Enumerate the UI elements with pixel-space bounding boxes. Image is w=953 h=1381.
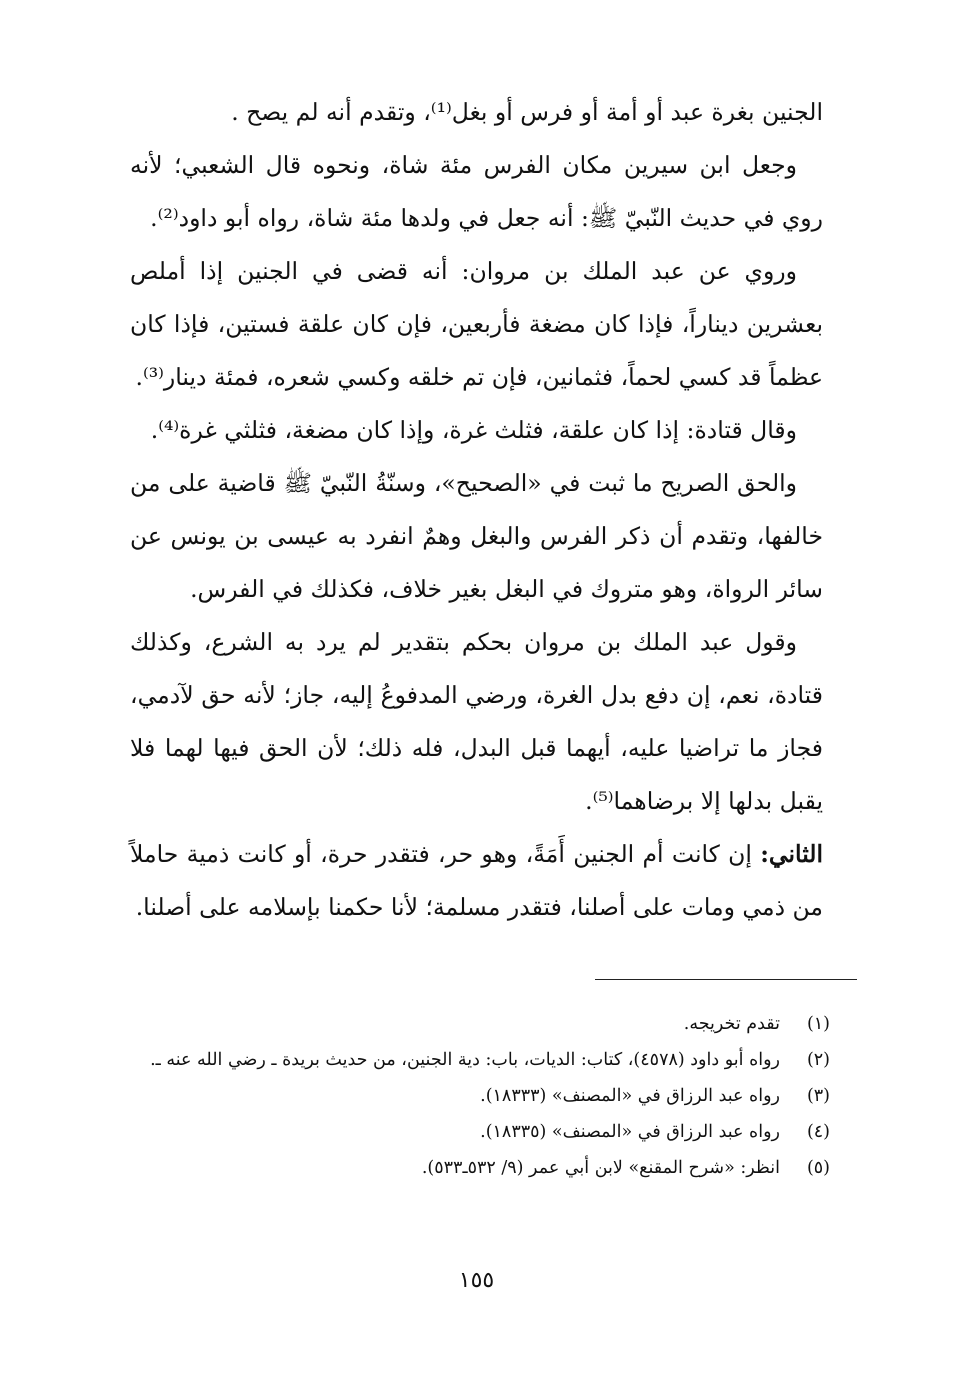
paragraph-7-text: إن كانت أم الجنين أَمَةً، وهو حر، فتقدر حرة، أو كانت ذمية حاملاً من ذمي ومات على أصلنا، فتقدر مسلمة؛ لأنا حكمنا بإسلامه على أصلنا. <box>130 840 823 921</box>
footnote-text: رواه أبو داود (٤٥٧٨)، كتاب: الديات، باب: دية الجنين، من حديث بريدة ـ رضي الله عنه ـ. <box>150 1050 780 1070</box>
footnote <box>140 1078 830 1114</box>
footnote-number: (١) <box>806 1014 830 1034</box>
footnote <box>140 1150 830 1186</box>
footnote-text: رواه عبد الرزاق في «المصنف» (١٨٣٣٣). <box>480 1086 780 1106</box>
paragraph-1: الجنين بغرة عبد أو أمة أو فرس أو بغل⁽¹⁾، وتقدم أنه لم يصح . <box>231 98 823 126</box>
footnote-number: (٢) <box>806 1050 830 1070</box>
footnote-text: تقدم تخريجه. <box>683 1014 780 1034</box>
footnote-number: (٥) <box>806 1158 830 1178</box>
footnote-text: انظر: «شرح المقنع» لابن أبي عمر (٩/ ٥٣٢ـ٥٣٣). <box>421 1158 780 1178</box>
footnote <box>140 1006 830 1042</box>
main-text <box>130 86 823 934</box>
paragraph-6: وقول عبد الملك بن مروان بحكم بتقدير لم يرد به الشرع، وكذلك قتادة، نعم، إن دفع بدل الغرة، ورضي المدفوعُ إليه، جاز؛ لأنه حق لآدمي، فجاز ما تراضيا عليه، أيهما قبل البدل، فله ذلك؛ لأن الحق فيها لهما فلا يقبل بدلها إلا برضاهما⁽⁵⁾. <box>130 628 823 815</box>
footnote <box>140 1114 830 1150</box>
footnote-number: (٤) <box>806 1122 830 1142</box>
page-number: ١٥٥ <box>458 1268 495 1293</box>
footnote-number: (٣) <box>806 1086 830 1106</box>
page-body <box>130 86 823 934</box>
footnotes <box>140 1006 830 1186</box>
footnote <box>140 1042 830 1078</box>
footnote-divider <box>595 979 857 980</box>
paragraph-7-lead: الثاني: <box>760 840 823 868</box>
paragraph-4: وقال قتادة: إذا كان علقة، فثلث غرة، وإذا كان مضغة، فثلثي غرة⁽⁴⁾. <box>150 416 797 444</box>
paragraph-2: وجعل ابن سيرين مكان الفرس مئة شاة، ونحوه قال الشعبي؛ لأنه روي في حديث النّبيّ ﷺ: أنه جعل في ولدها مئة شاة، رواه أبو داود⁽²⁾. <box>130 151 823 232</box>
paragraph-5: والحق الصريح ما ثبت في «الصحيح»، وسنّةُ النّبيّ ﷺ قاضية على من خالفها، وتقدم أن ذكر الفرس والبغل وهمٌ انفرد به عيسى بن يونس عن سائر الرواة، وهو متروك في البغل بغير خلاف، فكذلك في الفرس. <box>130 469 823 603</box>
paragraph-7 <box>130 828 823 934</box>
footnote-text: رواه عبد الرزاق في «المصنف» (١٨٣٣٥). <box>480 1122 780 1142</box>
paragraph-3: وروي عن عبد الملك بن مروان: أنه قضى في الجنين إذا أملص بعشرين ديناراً، فإذا كان مضغة فأربعين، فإن كان علقة فستين، فإذا كان عظماً قد كسي لحماً، فثمانين، فإن تم خلقه وكسي شعره، فمئة دينار⁽³⁾. <box>130 257 823 391</box>
